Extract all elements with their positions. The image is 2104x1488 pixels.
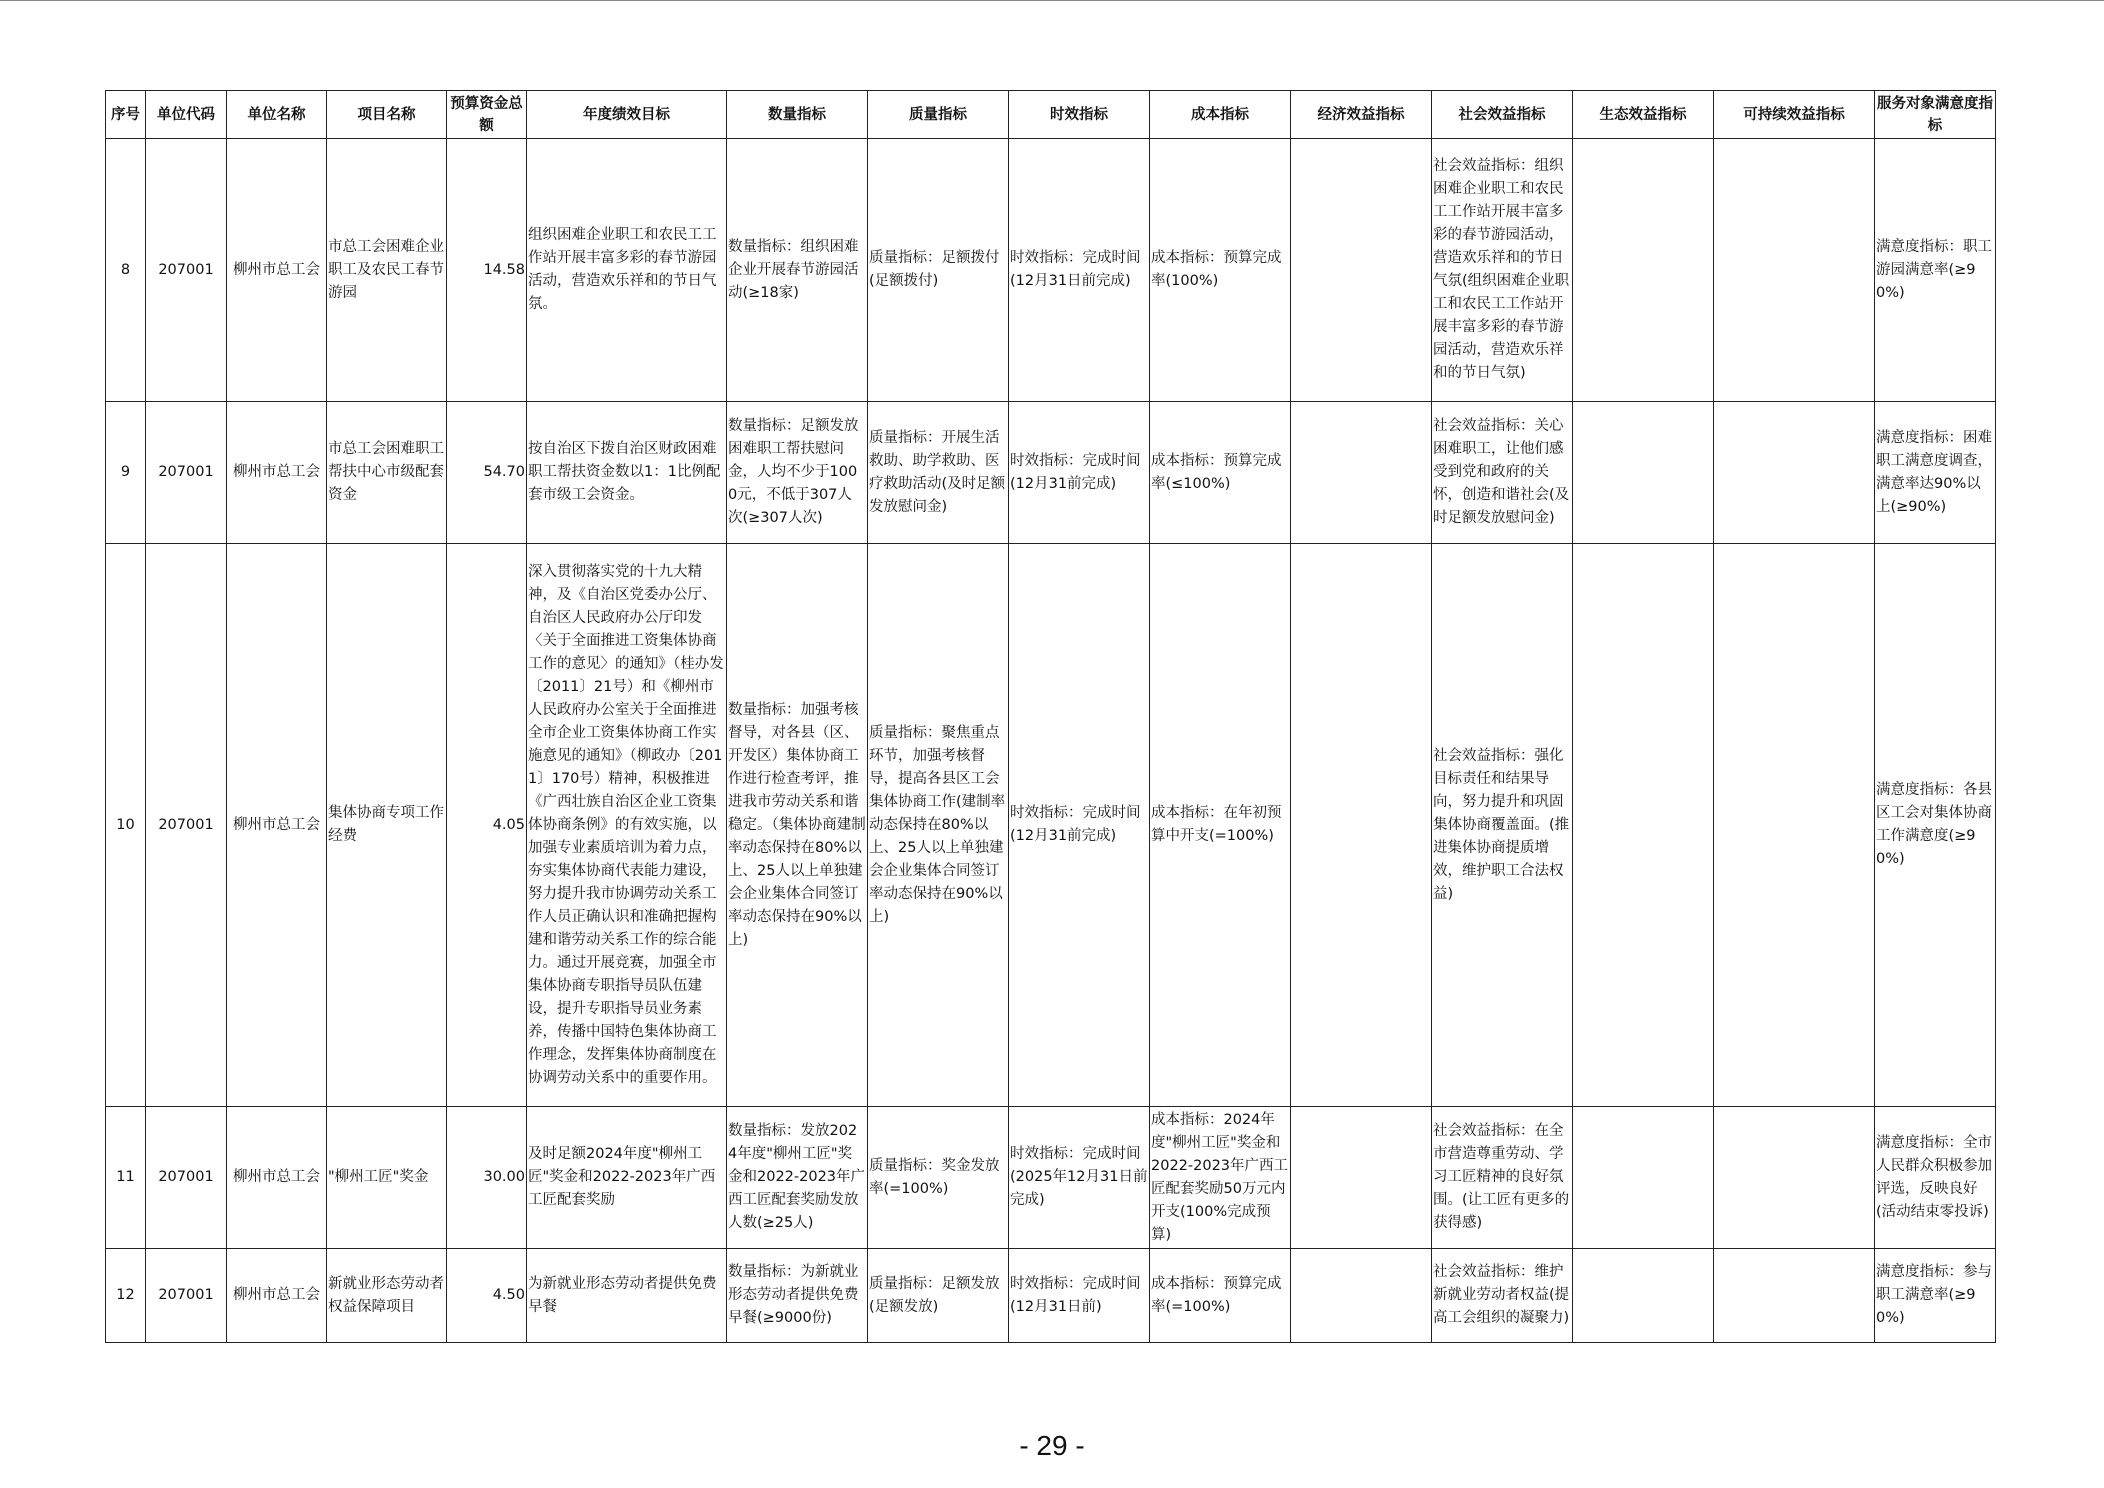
cell-quantity: 数量指标：足额发放困难职工帮扶慰问金，人均不少于1000元，不低于307人次(≥307人次) [727, 402, 868, 544]
cell-satisfaction: 满意度指标：参与职工满意率(≥90%) [1875, 1249, 1996, 1343]
cell-social: 社会效益指标：强化目标责任和结果导向，努力提升和巩固集体协商覆盖面。(推进集体协商提质增效，维护职工合法权益) [1432, 544, 1573, 1107]
cell-timeliness: 时效指标：完成时间(12月31日前完成) [1009, 139, 1150, 402]
cell-timeliness: 时效指标：完成时间(12月31日前) [1009, 1249, 1150, 1343]
cell-unit-code: 207001 [146, 139, 227, 402]
header-timeliness: 时效指标 [1009, 91, 1150, 139]
header-social: 社会效益指标 [1432, 91, 1573, 139]
cell-ecological [1573, 1107, 1714, 1249]
cell-budget: 4.50 [447, 1249, 527, 1343]
top-border-line [0, 0, 2104, 1]
cell-social: 社会效益指标：在全市营造尊重劳动、学习工匠精神的良好氛围。(让工匠有更多的获得感) [1432, 1107, 1573, 1249]
cell-economic [1291, 1249, 1432, 1343]
cell-annual-goal: 为新就业形态劳动者提供免费早餐 [527, 1249, 727, 1343]
cell-project-name: "柳州工匠"奖金 [327, 1107, 447, 1249]
cell-quality: 质量指标：足额发放(足额发放) [868, 1249, 1009, 1343]
cell-quantity: 数量指标：加强考核督导，对各县（区、开发区）集体协商工作进行检查考评，推进我市劳动关系和谐稳定。（集体协商建制率动态保持在80%以上、25人以上单独建会企业集体合同签订率动态保持在90%以上) [727, 544, 868, 1107]
cell-budget: 4.05 [447, 544, 527, 1107]
cell-sustainable [1714, 139, 1875, 402]
cell-ecological [1573, 139, 1714, 402]
cell-cost: 成本指标：预算完成率(=100%) [1150, 1249, 1291, 1343]
cell-ecological [1573, 1249, 1714, 1343]
cell-ecological [1573, 544, 1714, 1107]
cell-quality: 质量指标：开展生活救助、助学救助、医疗救助活动(及时足额发放慰问金) [868, 402, 1009, 544]
header-economic: 经济效益指标 [1291, 91, 1432, 139]
page-number: - 29 - [1019, 1430, 1085, 1461]
cell-sustainable [1714, 1249, 1875, 1343]
cell-economic [1291, 139, 1432, 402]
cell-ecological [1573, 402, 1714, 544]
cell-social: 社会效益指标：维护新就业劳动者权益(提高工会组织的凝聚力) [1432, 1249, 1573, 1343]
cell-timeliness: 时效指标：完成时间(2025年12月31日前完成) [1009, 1107, 1150, 1249]
cell-quality: 质量指标：奖金发放率(=100%) [868, 1107, 1009, 1249]
header-annual-goal: 年度绩效目标 [527, 91, 727, 139]
cell-unit-code: 207001 [146, 544, 227, 1107]
header-unit-code: 单位代码 [146, 91, 227, 139]
cell-quantity: 数量指标：发放2024年度"柳州工匠"奖金和2022-2023年广西工匠配套奖励发放人数(≥25人) [727, 1107, 868, 1249]
cell-satisfaction: 满意度指标：各县区工会对集体协商工作满意度(≥90%) [1875, 544, 1996, 1107]
cell-cost: 成本指标：2024年度"柳州工匠"奖金和2022-2023年广西工匠配套奖励50万元内开支(100%完成预算) [1150, 1107, 1291, 1249]
header-sustainable: 可持续效益指标 [1714, 91, 1875, 139]
cell-annual-goal: 组织困难企业职工和农民工工作站开展丰富多彩的春节游园活动，营造欢乐祥和的节日气氛。 [527, 139, 727, 402]
cell-sustainable [1714, 1107, 1875, 1249]
cell-timeliness: 时效指标：完成时间(12月31前完成) [1009, 402, 1150, 544]
cell-quality: 质量指标：足额拨付(足额拨付) [868, 139, 1009, 402]
cell-project-name: 市总工会困难企业职工及农民工春节游园 [327, 139, 447, 402]
cell-project-name: 市总工会困难职工帮扶中心市级配套资金 [327, 402, 447, 544]
cell-no: 9 [106, 402, 146, 544]
table-row [106, 139, 1996, 402]
cell-cost: 成本指标：在年初预算中开支(=100%) [1150, 544, 1291, 1107]
performance-table [105, 90, 1996, 1343]
cell-budget: 30.00 [447, 1107, 527, 1249]
cell-unit-code: 207001 [146, 402, 227, 544]
cell-no: 10 [106, 544, 146, 1107]
cell-annual-goal: 深入贯彻落实党的十九大精神，及《自治区党委办公厅、自治区人民政府办公厅印发〈关于全面推进工资集体协商工作的意见〉的通知》（桂办发〔2011〕21号）和《柳州市人民政府办公室关于全面推进全市企业工资集体协商工作实施意见的通知》（柳政办〔2011〕170号）精神，积极推进《广西壮族自治区企业工资集体协商条例》的有效实施，以加强专业素质培训为着力点，夯实集体协商代表能力建设，努力提升我市协调劳动关系工作人员正确认识和准确把握构建和谐劳动关系工作的综合能力。通过开展竞赛，加强全市集体协商专职指导员队伍建设，提升专职指导员业务素养，传播中国特色集体协商工作理念，发挥集体协商制度在协调劳动关系中的重要作用。 [527, 544, 727, 1107]
table-row [106, 402, 1996, 544]
cell-unit-code: 207001 [146, 1107, 227, 1249]
header-no: 序号 [106, 91, 146, 139]
header-cost: 成本指标 [1150, 91, 1291, 139]
table-row [106, 1107, 1996, 1249]
cell-social: 社会效益指标：组织困难企业职工和农民工工作站开展丰富多彩的春节游园活动，营造欢乐祥和的节日气氛(组织困难企业职工和农民工工作站开展丰富多彩的春节游园活动，营造欢乐祥和的节日气氛) [1432, 139, 1573, 402]
cell-annual-goal: 按自治区下拨自治区财政困难职工帮扶资金数以1：1比例配套市级工会资金。 [527, 402, 727, 544]
cell-project-name: 新就业形态劳动者权益保障项目 [327, 1249, 447, 1343]
cell-unit-name: 柳州市总工会 [227, 544, 327, 1107]
cell-timeliness: 时效指标：完成时间(12月31前完成) [1009, 544, 1150, 1107]
cell-budget: 54.70 [447, 402, 527, 544]
cell-unit-code: 207001 [146, 1249, 227, 1343]
cell-quality: 质量指标：聚焦重点环节，加强考核督导，提高各县区工会集体协商工作(建制率动态保持在80%以上、25人以上单独建会企业集体合同签订率动态保持在90%以上) [868, 544, 1009, 1107]
header-satisfaction: 服务对象满意度指标 [1875, 91, 1996, 139]
cell-cost: 成本指标：预算完成率(100%) [1150, 139, 1291, 402]
cell-project-name: 集体协商专项工作经费 [327, 544, 447, 1107]
cell-quantity: 数量指标：组织困难企业开展春节游园活动(≥18家) [727, 139, 868, 402]
table-row [106, 1249, 1996, 1343]
cell-satisfaction: 满意度指标：职工游园满意率(≥90%) [1875, 139, 1996, 402]
cell-no: 8 [106, 139, 146, 402]
cell-economic [1291, 402, 1432, 544]
cell-unit-name: 柳州市总工会 [227, 402, 327, 544]
cell-economic [1291, 544, 1432, 1107]
table-row [106, 544, 1996, 1107]
cell-sustainable [1714, 544, 1875, 1107]
header-quality: 质量指标 [868, 91, 1009, 139]
cell-sustainable [1714, 402, 1875, 544]
cell-unit-name: 柳州市总工会 [227, 1249, 327, 1343]
cell-cost: 成本指标：预算完成率(≤100%) [1150, 402, 1291, 544]
table-header-row [106, 91, 1996, 139]
cell-no: 12 [106, 1249, 146, 1343]
cell-satisfaction: 满意度指标：全市人民群众积极参加评选，反映良好(活动结束零投诉) [1875, 1107, 1996, 1249]
cell-no: 11 [106, 1107, 146, 1249]
cell-unit-name: 柳州市总工会 [227, 139, 327, 402]
cell-satisfaction: 满意度指标：困难职工满意度调查，满意率达90%以上(≥90%) [1875, 402, 1996, 544]
header-project-name: 项目名称 [327, 91, 447, 139]
cell-quantity: 数量指标：为新就业形态劳动者提供免费早餐(≥9000份) [727, 1249, 868, 1343]
cell-social: 社会效益指标：关心困难职工，让他们感受到党和政府的关怀，创造和谐社会(及时足额发放慰问金) [1432, 402, 1573, 544]
cell-unit-name: 柳州市总工会 [227, 1107, 327, 1249]
header-budget: 预算资金总额 [447, 91, 527, 139]
header-quantity: 数量指标 [727, 91, 868, 139]
cell-economic [1291, 1107, 1432, 1249]
cell-budget: 14.58 [447, 139, 527, 402]
header-unit-name: 单位名称 [227, 91, 327, 139]
header-ecological: 生态效益指标 [1573, 91, 1714, 139]
cell-annual-goal: 及时足额2024年度"柳州工匠"奖金和2022-2023年广西工匠配套奖励 [527, 1107, 727, 1249]
